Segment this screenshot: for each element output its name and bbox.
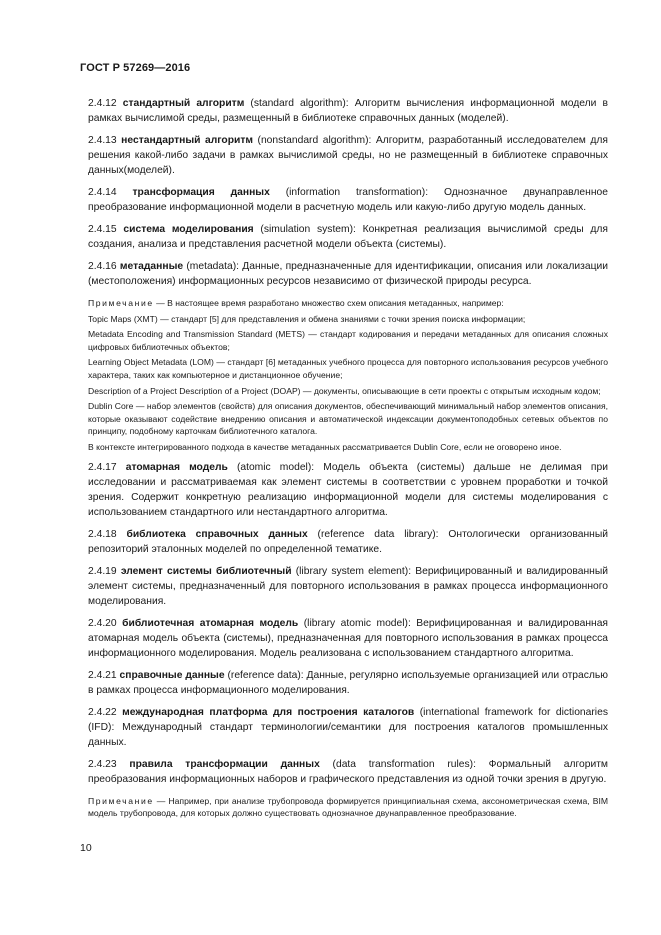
note-paragraph (88, 795, 608, 820)
term-name: стандартный алгоритм (122, 98, 245, 109)
page-number: 10 (80, 842, 92, 854)
term-name: библиотека справочных данных (126, 528, 308, 540)
term-number: 2.4.14 (88, 186, 133, 198)
term-definition (88, 758, 608, 788)
term-definition (88, 528, 608, 558)
term-definition (88, 223, 608, 253)
note-text: Metadata Encoding and Transmission Standard (METS) — стандарт кодирования и передачи метаданных для описания сложных цифровых библиотечных объектов; (88, 329, 608, 352)
term-definition (88, 617, 608, 662)
term-number: 2.4.23 (88, 758, 130, 770)
term-name: система моделирования (123, 223, 254, 235)
term-definition (88, 186, 608, 216)
term-number: 2.4.21 (88, 669, 120, 681)
definition-text: (metadata): Данные, предназначенные для идентификации, описания или локализации (местоположения) информационных ресурсов независимо от физической природы ресурса. (88, 260, 608, 287)
note-text: Learning Object Metadata (LOM) — стандарт [6] метаданных учебного процесса для повторного использования ресурсов учебного характера, таких как компьютерное и дистанционное обучение; (88, 357, 608, 380)
definition-text: (library atomic model): Верифицированная и валидированная атомарная модель объекта (системы), предназначенная для повторного использования в рамках процесса информационного моделирования. Модель реализована с использованием стандартного алгоритма. (88, 617, 608, 659)
definition-text: (atomic model): Модель объекта (системы) дальше не делимая при исследовании и рассматриваемая как элемент системы в соответствии с уровнем проработки и точкой зрения. Содержит конкретную реализацию информационной модели для системы моделирования с использованием стандартного или нестандартного алгоритма. (88, 462, 608, 518)
term-name: международная платформа для построения каталогов (122, 706, 415, 718)
term-number: 2.4.18 (88, 528, 127, 540)
term-number: 2.4.15 (88, 223, 124, 235)
note-text: В контексте интегрированного подхода в качестве метаданных рассматривается Dublin Core, если не оговорено иное. (88, 441, 562, 452)
term-number: 2.4.12 (88, 98, 123, 109)
term-definition (88, 134, 608, 179)
term-number: 2.4.19 (88, 565, 121, 577)
note-paragraph (88, 313, 608, 325)
definition-text: (nonstandard algorithm): Алгоритм, разработанный исследователем для решения какой-либо задачи в рамках вычислимой среды, но не размещенный в библиотеке справочных данных(моделей). (88, 135, 608, 176)
term-name: трансформация данных (132, 186, 270, 198)
note-paragraph (88, 328, 608, 353)
definition-text: (data transformation rules): Формальный алгоритм преобразования информационных наборов и графического представления из одной точки зрения в другую. (88, 758, 608, 785)
term-definition (88, 706, 608, 751)
definition-text: (reference data): Данные, регулярно используемые организацией или отраслью в рамках процесса информационного моделирования. (88, 669, 608, 696)
term-number: 2.4.16 (88, 260, 120, 272)
note-text: Description of a Project Description of a Project (DOAP) — документы, описывающие в сети проекты с открытым исходным кодом; (88, 385, 601, 396)
document-body (88, 97, 608, 823)
term-name: нестандартный алгоритм (121, 135, 253, 146)
definition-text: (library system element): Верифицированный и валидированный элемент системы, предназначенный для повторного использования в рамках процесса информационного моделирования. (88, 565, 608, 607)
term-number: 2.4.20 (88, 617, 123, 629)
term-definition (88, 461, 608, 521)
note-text: — В настоящее время разработано множество схем описания метаданных, например: (153, 297, 504, 308)
term-definition (88, 260, 608, 290)
term-name: справочные данные (119, 669, 225, 681)
term-number: 2.4.22 (88, 706, 123, 718)
definition-text: (information transformation): Однозначное двунаправленное преобразование информационной модели в расчетную модель или какую-либо другую модель данных. (88, 186, 608, 213)
note-paragraph (88, 400, 608, 437)
term-name: элемент системы библиотечный (120, 565, 292, 577)
term-name: атомарная модель (125, 462, 228, 474)
term-definition (88, 97, 608, 127)
note-paragraph (88, 385, 608, 397)
term-number: 2.4.13 (88, 135, 122, 146)
document-header: ГОСТ Р 57269—2016 (80, 62, 191, 74)
term-definition (88, 669, 608, 699)
definition-text: (reference data library): Онтологически организованный репозиторий эталонных моделей по определенной тематике. (88, 528, 608, 555)
note-text: Topic Maps (XMT) — стандарт [5] для представления и обмена знаниями с точки зрения поиска информации; (88, 313, 526, 324)
term-name: библиотечная атомарная модель (122, 617, 299, 629)
note-text: Dublin Core — набор элементов (свойств) для описания документов, обеспечивающий минимальный набор элементов описания, которые оказывают содействие внедрению описания и автоматической индексации документоподобных сетевых объектов по принципу, подобному карточкам библиотечного каталога. (88, 401, 608, 437)
note-label: Примечание (88, 795, 154, 806)
definition-text: (standard algorithm): Алгоритм вычисления информационной модели в рамках вычислимой среды, размещенный в библиотеке справочных данных (моделей). (88, 98, 608, 124)
note-paragraph (88, 441, 608, 453)
definition-text: (simulation system): Конкретная реализация вычислимой среды для создания, анализа и представления расчетной модели объекта (системы). (88, 223, 608, 250)
term-number: 2.4.17 (88, 462, 126, 474)
definition-text: (international framework for dictionaries (IFD): Международный стандарт терминологии/семантики для построения каталогов промышленных данных. (88, 706, 608, 748)
note-label: Примечание (88, 297, 154, 308)
note-text: — Например, при анализе трубопровода формируется принципиальная схема, аксонометрическая схема, BIM модель трубопровода, для которых должно существовать однозначное двунаправленное преобразование. (88, 795, 608, 819)
term-name: правила трансформации данных (129, 758, 320, 770)
note-paragraph (88, 356, 608, 381)
term-definition (88, 565, 608, 610)
note-paragraph (88, 297, 608, 309)
term-name: метаданные (119, 260, 184, 272)
